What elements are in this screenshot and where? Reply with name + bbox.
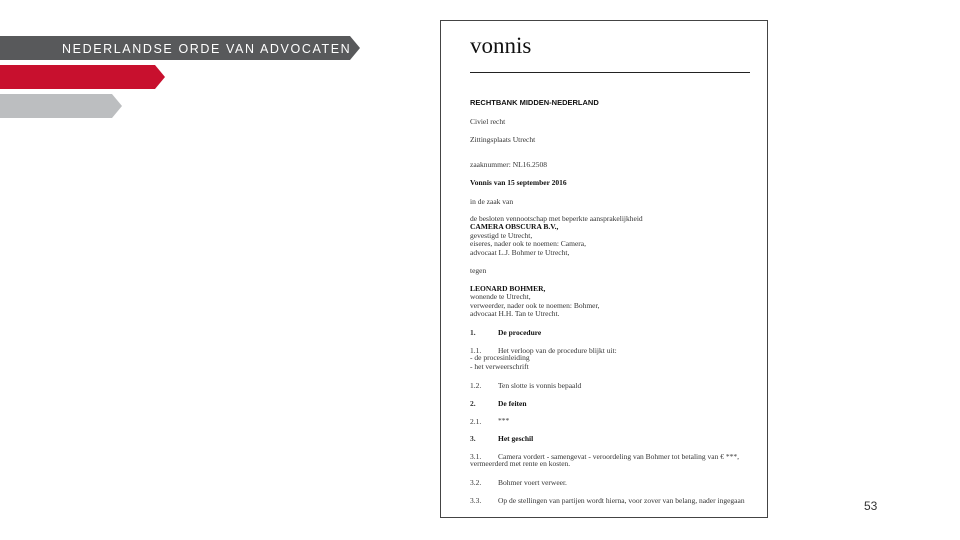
title-rule — [470, 72, 750, 73]
subsection-number: 3.1. — [470, 452, 482, 461]
list-item: - de procesinleiding — [470, 353, 530, 362]
location: Zittingsplaats Utrecht — [470, 135, 536, 144]
defendant-line: verweerder, nader ook te noemen: Bohmer, — [470, 301, 600, 310]
section-number: 3. — [470, 434, 476, 443]
defendant-line: advocaat H.H. Tan te Utrecht. — [470, 309, 560, 318]
subsection-text: Camera vordert - samengevat - veroordeling van Bohmer tot betaling van € ***, — [498, 452, 739, 461]
defendant-line: wonende te Utrecht, — [470, 292, 531, 301]
plaintiff-line: de besloten vennootschap met beperkte aansprakelijkheid — [470, 214, 643, 223]
plaintiff-line: advocaat L.J. Bohmer te Utrecht, — [470, 248, 570, 257]
document-title: vonnis — [470, 33, 532, 58]
subsection-text: Ten slotte is vonnis bepaald — [498, 381, 582, 390]
subsection-continuation: vermeerderd met rente en kosten. — [470, 459, 571, 468]
page-number: 53 — [864, 499, 878, 513]
section-number: 2. — [470, 399, 476, 408]
plaintiff-name: CAMERA OBSCURA B.V., — [470, 222, 559, 231]
brand-name: NEDERLANDSE ORDE VAN ADVOCATEN — [62, 42, 352, 56]
section-number: 1. — [470, 328, 476, 337]
plaintiff-line: eiseres, nader ook te noemen: Camera, — [470, 239, 586, 248]
subsection-text: Het verloop van de procedure blijkt uit: — [498, 346, 617, 355]
subsection-number: 3.3. — [470, 496, 482, 505]
subsection-number: 2.1. — [470, 417, 482, 426]
brand-band-grey — [0, 94, 122, 118]
section-title-dispute: Het geschil — [498, 434, 534, 443]
defendant-name: LEONARD BOHMER, — [470, 284, 546, 293]
section-title-procedure: De procedure — [498, 328, 542, 337]
subsection-number: 1.1. — [470, 346, 482, 355]
verdict-document — [440, 20, 768, 518]
plaintiff-line: gevestigd te Utrecht, — [470, 231, 533, 240]
subsection-text: *** — [498, 416, 510, 425]
brand-band-red — [0, 65, 165, 89]
in-case-label: in de zaak van — [470, 197, 514, 206]
subsection-number: 3.2. — [470, 478, 482, 487]
section-title-facts: De feiten — [498, 399, 527, 408]
subsection-text: Bohmer voert verweer. — [498, 478, 567, 487]
division: Civiel recht — [470, 117, 506, 126]
against-label: tegen — [470, 266, 487, 275]
case-number: zaaknummer: NL16.2508 — [470, 160, 548, 169]
subsection-text: Op de stellingen van partijen wordt hierna, voor zover van belang, nader ingegaan — [498, 496, 745, 505]
list-item: - het verweerschrift — [470, 362, 529, 371]
subsection-number: 1.2. — [470, 381, 482, 390]
verdict-date: Vonnis van 15 september 2016 — [470, 178, 567, 187]
court-name: RECHTBANK MIDDEN-NEDERLAND — [470, 98, 599, 107]
